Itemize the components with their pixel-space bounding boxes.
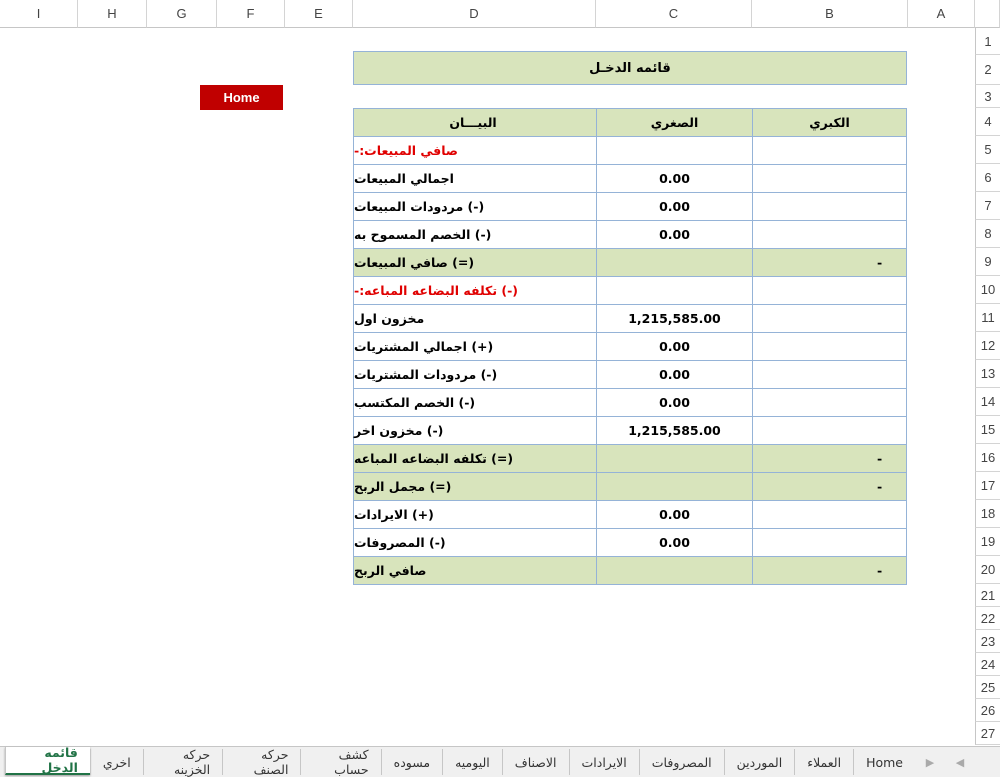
row-desc: صافي المبيعات:- (353, 136, 597, 165)
row-major: - (752, 444, 907, 473)
sheet-tab-5[interactable]: الاصناف (502, 749, 569, 775)
sheet-nav[interactable] (915, 746, 1000, 777)
row-header-20[interactable]: 20 (975, 556, 1000, 584)
column-header-C[interactable]: C (596, 0, 752, 28)
row-major (752, 276, 907, 305)
row-header-6[interactable]: 6 (975, 164, 1000, 192)
row-major (752, 416, 907, 445)
row-minor (596, 276, 753, 305)
row-header-21[interactable]: 21 (975, 584, 1000, 607)
row-major (752, 332, 907, 361)
row-minor: 0.00 (596, 388, 753, 417)
sheet-title: قائمه الدخـل (353, 51, 907, 85)
row-desc: اجمالي المبيعات (353, 164, 597, 193)
row-minor (596, 472, 753, 501)
row-header-2[interactable]: 2 (975, 55, 1000, 85)
row-minor: 1,215,585.00 (596, 416, 753, 445)
row-major: - (752, 248, 907, 277)
row-minor (596, 444, 753, 473)
row-header-12[interactable]: 12 (975, 332, 1000, 360)
row-desc: (-) مردودات المبيعات (353, 192, 597, 221)
row-major (752, 136, 907, 165)
row-desc: (-) مخزون اخر (353, 416, 597, 445)
scroll-tabs-right-icon[interactable]: ▶ (925, 755, 935, 769)
row-minor (596, 136, 753, 165)
row-header-18[interactable]: 18 (975, 500, 1000, 528)
scroll-tabs-left-icon[interactable]: ◀ (955, 755, 965, 769)
column-header-B[interactable]: B (752, 0, 908, 28)
sheet-tab-7[interactable]: مسوده (381, 749, 442, 775)
row-header-26[interactable]: 26 (975, 699, 1000, 722)
sheet-tab-10[interactable]: حركه الخزينه (143, 749, 222, 775)
row-minor: 0.00 (596, 332, 753, 361)
row-desc: مخزون اول (353, 304, 597, 333)
column-header-G[interactable]: G (147, 0, 217, 28)
sheet-tab-0[interactable]: Home (853, 749, 915, 775)
row-header-10[interactable]: 10 (975, 276, 1000, 304)
row-minor (596, 248, 753, 277)
row-header-25[interactable]: 25 (975, 676, 1000, 699)
row-minor: 0.00 (596, 360, 753, 389)
row-major (752, 220, 907, 249)
row-header-17[interactable]: 17 (975, 472, 1000, 500)
row-major (752, 528, 907, 557)
header-minor: الصغري (596, 108, 753, 137)
sheet-tab-9[interactable]: حركه الصنف (222, 749, 300, 775)
header-major: الكبري (752, 108, 907, 137)
row-header-7[interactable]: 7 (975, 192, 1000, 220)
sheet-tab-8[interactable]: كشف حساب (300, 749, 380, 775)
row-header-22[interactable]: 22 (975, 607, 1000, 630)
row-header-8[interactable]: 8 (975, 220, 1000, 248)
row-major (752, 360, 907, 389)
sheet-tabs-bar (0, 746, 915, 777)
sheet-tab-1[interactable]: العملاء (794, 749, 853, 775)
header-desc: البيـــان (353, 108, 597, 137)
select-all-corner[interactable] (975, 0, 1000, 28)
row-header-13[interactable]: 13 (975, 360, 1000, 388)
row-desc: (-) المصروفات (353, 528, 597, 557)
row-desc: (=) صافي المبيعات (353, 248, 597, 277)
row-header-15[interactable]: 15 (975, 416, 1000, 444)
row-header-9[interactable]: 9 (975, 248, 1000, 276)
row-desc: (-) الخصم المسموح به (353, 220, 597, 249)
row-desc: (-) مردودات المشتريات (353, 360, 597, 389)
row-minor: 0.00 (596, 220, 753, 249)
row-header-4[interactable]: 4 (975, 108, 1000, 136)
row-major (752, 388, 907, 417)
row-header-1[interactable]: 1 (975, 28, 1000, 55)
sheet-tab-12[interactable]: قائمه الدخل (5, 747, 90, 775)
row-desc: (-) الخصم المكتسب (353, 388, 597, 417)
row-major (752, 192, 907, 221)
column-header-E[interactable]: E (285, 0, 353, 28)
row-header-23[interactable]: 23 (975, 630, 1000, 653)
row-header-24[interactable]: 24 (975, 653, 1000, 676)
row-minor: 0.00 (596, 500, 753, 529)
row-header-19[interactable]: 19 (975, 528, 1000, 556)
row-header-3[interactable]: 3 (975, 85, 1000, 108)
row-minor: 1,215,585.00 (596, 304, 753, 333)
column-header-H[interactable]: H (78, 0, 147, 28)
row-minor: 0.00 (596, 528, 753, 557)
row-header-11[interactable]: 11 (975, 304, 1000, 332)
row-header-27[interactable]: 27 (975, 722, 1000, 745)
column-header-F[interactable]: F (217, 0, 285, 28)
row-desc: (=) تكلفه البضاعه المباعه (353, 444, 597, 473)
row-header-16[interactable]: 16 (975, 444, 1000, 472)
row-header-5[interactable]: 5 (975, 136, 1000, 164)
row-major: - (752, 556, 907, 585)
sheet-tab-4[interactable]: الايرادات (569, 749, 639, 775)
row-desc: صافي الربح (353, 556, 597, 585)
sheet-tab-2[interactable]: الموردين (724, 749, 795, 775)
sheet-tab-6[interactable]: اليوميه (442, 749, 502, 775)
row-desc: (+) الايرادات (353, 500, 597, 529)
row-major (752, 164, 907, 193)
row-header-14[interactable]: 14 (975, 388, 1000, 416)
column-header-I[interactable]: I (0, 0, 78, 28)
row-major (752, 500, 907, 529)
row-desc: (+) اجمالي المشتريات (353, 332, 597, 361)
row-major (752, 304, 907, 333)
row-major: - (752, 472, 907, 501)
row-desc: (=) مجمل الربح (353, 472, 597, 501)
row-minor: 0.00 (596, 192, 753, 221)
row-minor (596, 556, 753, 585)
column-header-A[interactable]: A (908, 0, 975, 28)
row-minor: 0.00 (596, 164, 753, 193)
column-header-D[interactable]: D (353, 0, 596, 28)
row-desc: (-) تكلفه البضاعه المباعه:- (353, 276, 597, 305)
home-button[interactable]: Home (200, 85, 283, 110)
sheet-tab-3[interactable]: المصروفات (639, 749, 724, 775)
sheet-tab-11[interactable]: اخري (90, 749, 143, 775)
